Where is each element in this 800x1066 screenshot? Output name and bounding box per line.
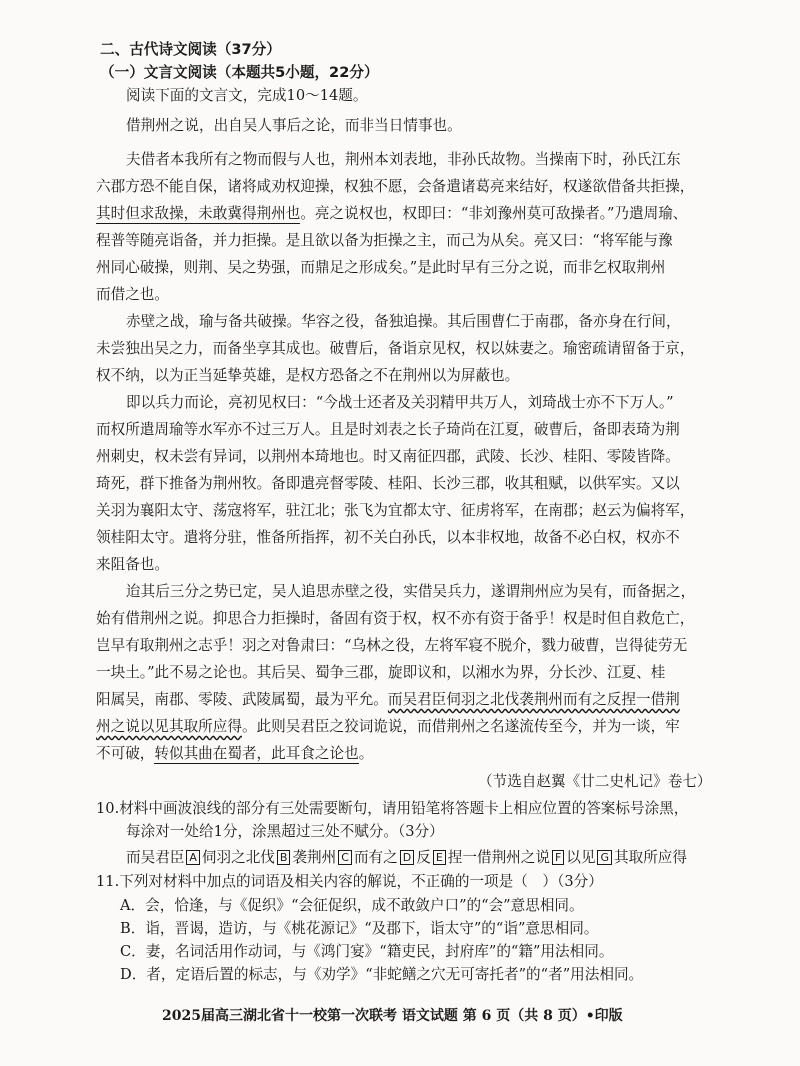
passage-line: 迨其后三分之势已定，吴人追思赤壁之役，实借吴兵力，遂谓荆州应为吴有，而备据之， [126, 583, 696, 600]
underlined-sentence: 其时但求敌操，未敢冀得荆州也 [96, 205, 301, 222]
passage-line: 未尝独出吴之力，而备坐享其成也。破曹后，备诣京见权，权以妹妻之。瑜密疏请留备于京， [96, 340, 695, 357]
page-footer: 2025届高三湖北省十一校第一次联考 语文试题 第 6 页（共 8 页）•印版 [162, 1008, 623, 1024]
passage-line [96, 717, 680, 737]
question-10-scoring: 每涂对一处给1分，涂黑超过三处不赋分。（3分） [126, 823, 444, 840]
answer-box-g[interactable]: G [597, 850, 612, 865]
segment-text: 袭荆州 [292, 849, 337, 866]
passage-line: 来阻备也。 [96, 556, 169, 573]
passage-line: 权不纳，以为正当延挚英雄，是权方恐备之不在荆州以为屏蔽也。 [96, 367, 520, 384]
wavy-underlined-sentence: 州之说以见其取所应得 [96, 718, 242, 735]
segment-text: 伺羽之北伐 [201, 849, 275, 866]
passage-text: 阳属吴，南郡、零陵、武陵属蜀，最为平允。 [96, 691, 388, 708]
answer-box-a[interactable]: A [186, 850, 200, 865]
passage-line: 一块土。”此不易之论也。其后吴、蜀争三郡，旋即议和，以湘水为界，分长沙、江夏、桂 [96, 664, 666, 681]
passage-line: 夫借者本我所有之物而假与人也，荆州本刘表地，非孙氏故物。当操南下时，孙氏江东 [126, 151, 681, 168]
answer-box-b[interactable]: B [277, 850, 291, 865]
passage-text: 。 [358, 745, 374, 762]
subsection-title: （一）文言文阅读（本题共5小题，22分） [100, 64, 379, 81]
question-11-option-c[interactable]: C．妻，名词活用作动词，与《鸿门宴》“籍吏民，封府库”的“籍”用法相同。 [120, 943, 614, 960]
passage-line: 始有借荆州之说。抑思合力拒操时，备固有资于权，权不亦有资于备乎！权是时但自救危亡， [96, 610, 695, 627]
passage-line: 州刺史，权未尝有异词，以荆州本琦地也。时又南征四郡，武陵、长沙、桂阳、零陵皆降。 [96, 448, 680, 465]
question-11-option-b[interactable]: B．诣，晋谒，造访，与《桃花源记》“及郡下，诣太守”的“诣”意思相同。 [120, 920, 599, 937]
segment-text: 反 [416, 849, 431, 866]
passage-line: 而借之也。 [96, 286, 169, 303]
passage-intro: 借荆州之说，出自吴人事后之论，而非当日情事也。 [126, 117, 462, 134]
answer-box-c[interactable]: C [338, 850, 352, 865]
passage-line: 州同心破操，则荆、吴之势强，而鼎足之形成矣。”是此时早有三分之说，而非乞权取荆州 [96, 259, 666, 276]
question-11-option-d[interactable]: D．者，定语后置的标志，与《劝学》“非蛇鳝之穴无可寄托者”的“者”用法相同。 [120, 966, 644, 983]
instruction: 阅读下面的文言文，完成10～14题。 [126, 87, 368, 104]
passage-text: 。此则吴君臣之狡词诡说，而借荆州之名遂流传至今，并为一谈，牢 [241, 718, 680, 735]
segment-text: 而吴君臣 [126, 849, 185, 866]
passage-line: 琦死，群下推备为荆州牧。备即遣亮督零陵、桂阳、长沙三郡，收其租赋，以供军实。又以 [96, 475, 680, 492]
passage-line [96, 690, 680, 710]
question-10-stem: 10.材料中画波浪线的部分有三处需要断句，请用铅笔将答题卡上相应位置的答案标号涂黑， [96, 800, 689, 817]
answer-box-d[interactable]: D [400, 850, 414, 865]
question-11-option-a[interactable]: A．会，恰逢，与《促织》“会征促织，成不敢敛户口”的“会”意思相同。 [120, 897, 584, 914]
passage-text: 不可破， [96, 745, 155, 762]
passage-line: 领桂阳太守。遣将分驻，惟备所指挥，初不关白孙氏，以本非权地，故备不必白权，权亦不 [96, 529, 680, 546]
segment-text: 以见 [566, 849, 596, 866]
passage-line: 而权所遣周瑜等水军亦不过三万人。且是时刘表之长子琦尚在江夏，破曹后，备即表琦为荆 [96, 421, 680, 438]
passage-line: 六郡方恐不能自保，诸将咸劝权迎操，权独不愿，会备遣诸葛亮来结好，权遂欲借备共拒操， [96, 178, 695, 195]
source-note: （节选自赵翼《廿二史札记》卷七） [478, 773, 712, 790]
passage-line [96, 744, 373, 764]
passage-line: 赤壁之战，瑜与备共破操。华容之役，备独追操。其后围曹仁于南郡，备亦身在行间， [126, 313, 681, 330]
underlined-sentence: 转似其曲在蜀者，此耳食之论也 [154, 745, 359, 762]
answer-box-e[interactable]: E [433, 850, 446, 865]
passage-line: 程普等随亮诣备，并力拒操。是且欲以备为拒操之主，而己为从矣。亮又曰：“将军能与豫 [96, 232, 673, 249]
passage-line: 关羽为襄阳太守、荡寇将军，驻江北；张飞为宜都太守、征虏将军，在南郡；赵云为偏将军， [96, 502, 695, 519]
segment-text: 捏一借荆州之说 [447, 849, 550, 866]
passage-line: 即以兵力而论，亮初见权曰：“今战士还者及关羽精甲共万人，刘琦战士亦不下万人。” [126, 394, 674, 411]
passage-line [96, 204, 687, 224]
answer-box-f[interactable]: F [552, 850, 564, 865]
segment-text: 而有之 [353, 849, 398, 866]
question-11-stem: 11.下列对材料中加点的词语及相关内容的解说，不正确的一项是（ ）（3分） [96, 873, 603, 890]
segment-text: 其取所应得 [614, 849, 687, 866]
passage-line: 岂早有取荆州之志乎！羽之对鲁肃曰：“乌林之役，左将军寝不脱介，戮力破曹，岂得徒劳无 [96, 637, 688, 654]
wavy-underlined-sentence: 而吴君臣伺羽之北伐袭荆州而有之反捏一借荆 [387, 691, 680, 708]
passage-text: 。亮之说权也，权即曰：“非刘豫州莫可敌操者。”乃遣周瑜、 [300, 205, 688, 222]
section-title: 二、古代诗文阅读（37分） [100, 41, 281, 58]
question-10-segment-line [126, 848, 687, 868]
